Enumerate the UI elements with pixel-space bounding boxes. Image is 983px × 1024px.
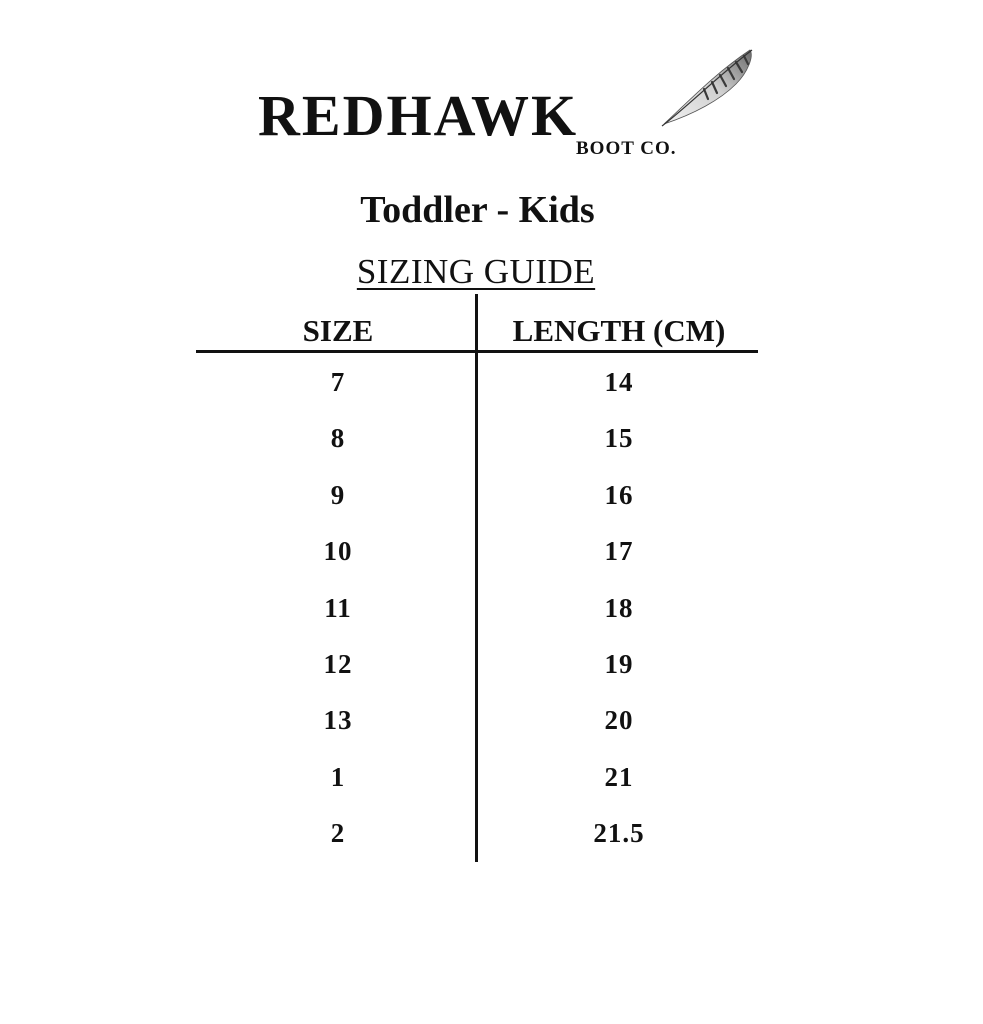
size-table-body	[0, 362, 983, 870]
length-cell: 21.5	[593, 818, 645, 849]
length-cell: 17	[604, 536, 634, 567]
table-row	[0, 700, 983, 756]
length-column-header: LENGTH (CM)	[512, 313, 726, 348]
length-cell: 19	[604, 648, 634, 679]
size-cell: 2	[330, 818, 346, 849]
table-row	[0, 362, 983, 418]
size-cell: 13	[323, 705, 353, 736]
feather-icon	[658, 46, 758, 128]
header-divider	[196, 350, 758, 353]
size-cell: 7	[330, 367, 346, 397]
brand-subtitle: BOOT CO.	[576, 138, 677, 159]
length-cell: 20	[604, 705, 634, 736]
length-cell: 16	[604, 479, 634, 510]
size-cell: 10	[323, 536, 353, 567]
table-row	[0, 588, 983, 644]
table-row	[0, 531, 983, 587]
length-cell: 21	[604, 761, 634, 792]
sizing-guide-heading: SIZING GUIDE	[356, 252, 596, 291]
size-cell: 12	[323, 648, 353, 679]
length-cell: 18	[604, 592, 634, 623]
size-column-header: SIZE	[302, 313, 374, 348]
page-title: Toddler - Kids	[360, 189, 595, 231]
table-row	[0, 757, 983, 813]
size-cell: 8	[330, 423, 346, 454]
brand-logo	[258, 46, 758, 166]
size-cell: 9	[330, 479, 346, 510]
table-row	[0, 418, 983, 474]
table-row	[0, 475, 983, 531]
table-row	[0, 644, 983, 700]
length-cell: 15	[604, 423, 634, 454]
table-row	[0, 813, 983, 869]
size-cell: 1	[330, 761, 346, 792]
size-cell: 11	[324, 592, 352, 623]
brand-wordmark: REDHAWK	[258, 83, 579, 148]
length-cell: 14	[604, 367, 634, 397]
